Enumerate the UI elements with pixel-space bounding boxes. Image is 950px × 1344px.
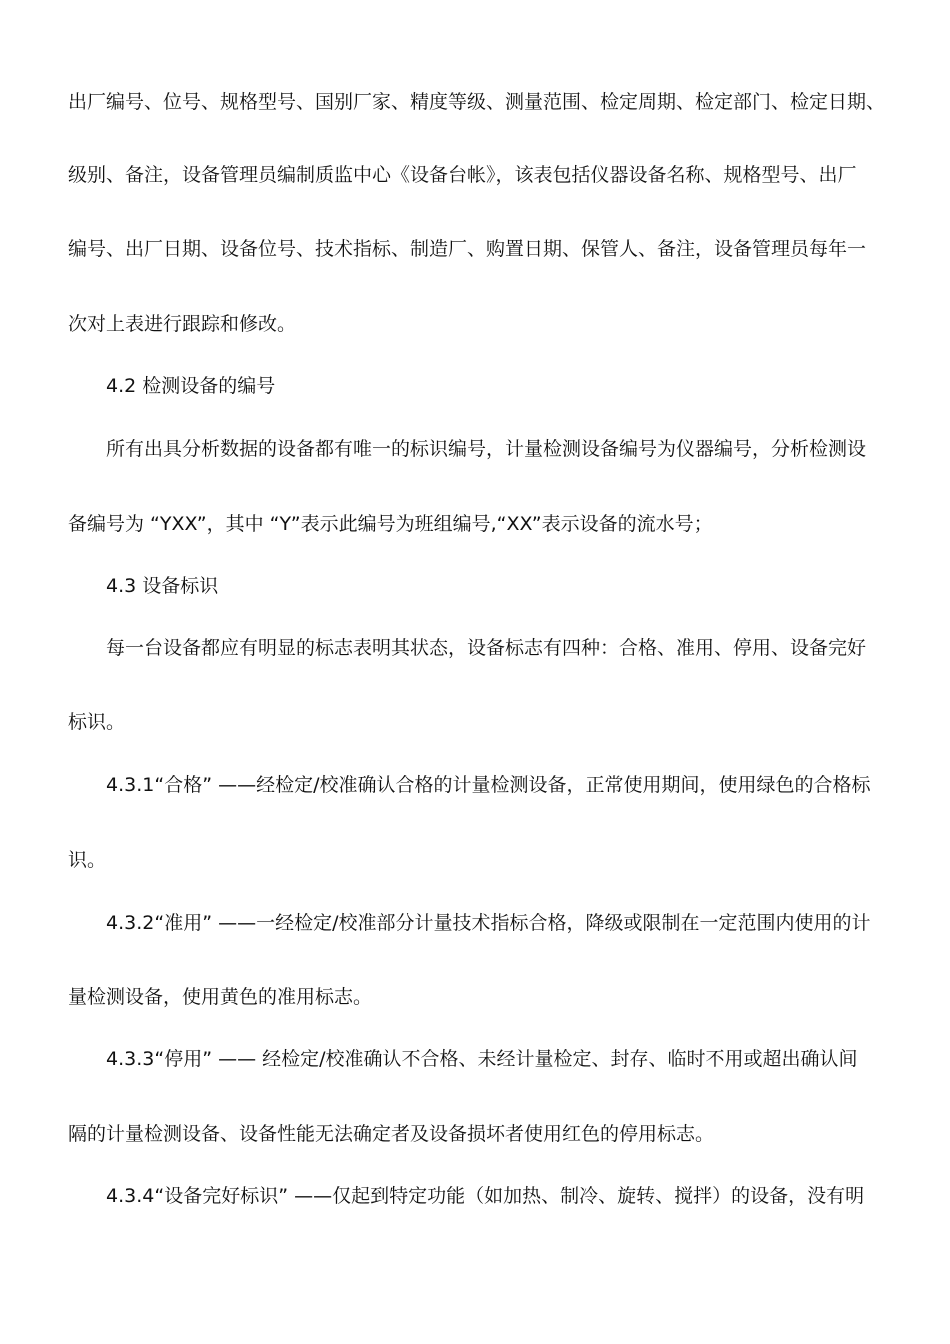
paragraph-line: 所有出具分析数据的设备都有唯一的标识编号，计量检测设备编号为仪器编号，分析检测设: [106, 438, 867, 460]
paragraph-line: 4.3.2“准用” ——一经检定/校准部分计量技术指标合格，降级或限制在一定范围内使用的计: [106, 912, 871, 934]
paragraph-line: 次对上表进行跟踪和修改。: [68, 313, 297, 335]
paragraph-line: 4.3.1“合格” ——经检定/校准确认合格的计量检测设备，正常使用期间，使用绿色的合格标: [106, 774, 871, 796]
paragraph-line: 编号、出厂日期、设备位号、技术指标、制造厂、购置日期、保管人、备注，设备管理员每年一: [68, 238, 867, 260]
paragraph-line: 4.3.4“设备完好标识” ——仅起到特定功能（如加热、制冷、旋转、搅拌）的设备，没有明: [106, 1185, 865, 1207]
paragraph-line: 量检测设备，使用黄色的准用标志。: [68, 986, 373, 1008]
paragraph-line: 每一台设备都应有明显的标志表明其状态，设备标志有四种：合格、准用、停用、设备完好: [106, 637, 867, 659]
paragraph-line: 隔的计量检测设备、设备性能无法确定者及设备损坏者使用红色的停用标志。: [68, 1123, 715, 1145]
section-heading: 4.2 检测设备的编号: [106, 375, 276, 397]
paragraph-line: 出厂编号、位号、规格型号、国别厂家、精度等级、测量范围、检定周期、检定部门、检定日期、: [68, 91, 886, 113]
section-heading: 4.3 设备标识: [106, 575, 219, 597]
paragraph-line: 4.3.3“停用” —— 经检定/校准确认不合格、未经计量检定、封存、临时不用或超出确认间: [106, 1048, 858, 1070]
paragraph-line: 备编号为 “YXX”，其中 “Y”表示此编号为班组编号,“XX”表示设备的流水号；: [68, 513, 713, 535]
paragraph-line: 级别、备注，设备管理员编制质监中心《设备台帐》，该表包括仪器设备名称、规格型号、出厂: [68, 164, 857, 186]
paragraph-line: 标识。: [68, 711, 126, 733]
paragraph-line: 识。: [68, 849, 107, 871]
